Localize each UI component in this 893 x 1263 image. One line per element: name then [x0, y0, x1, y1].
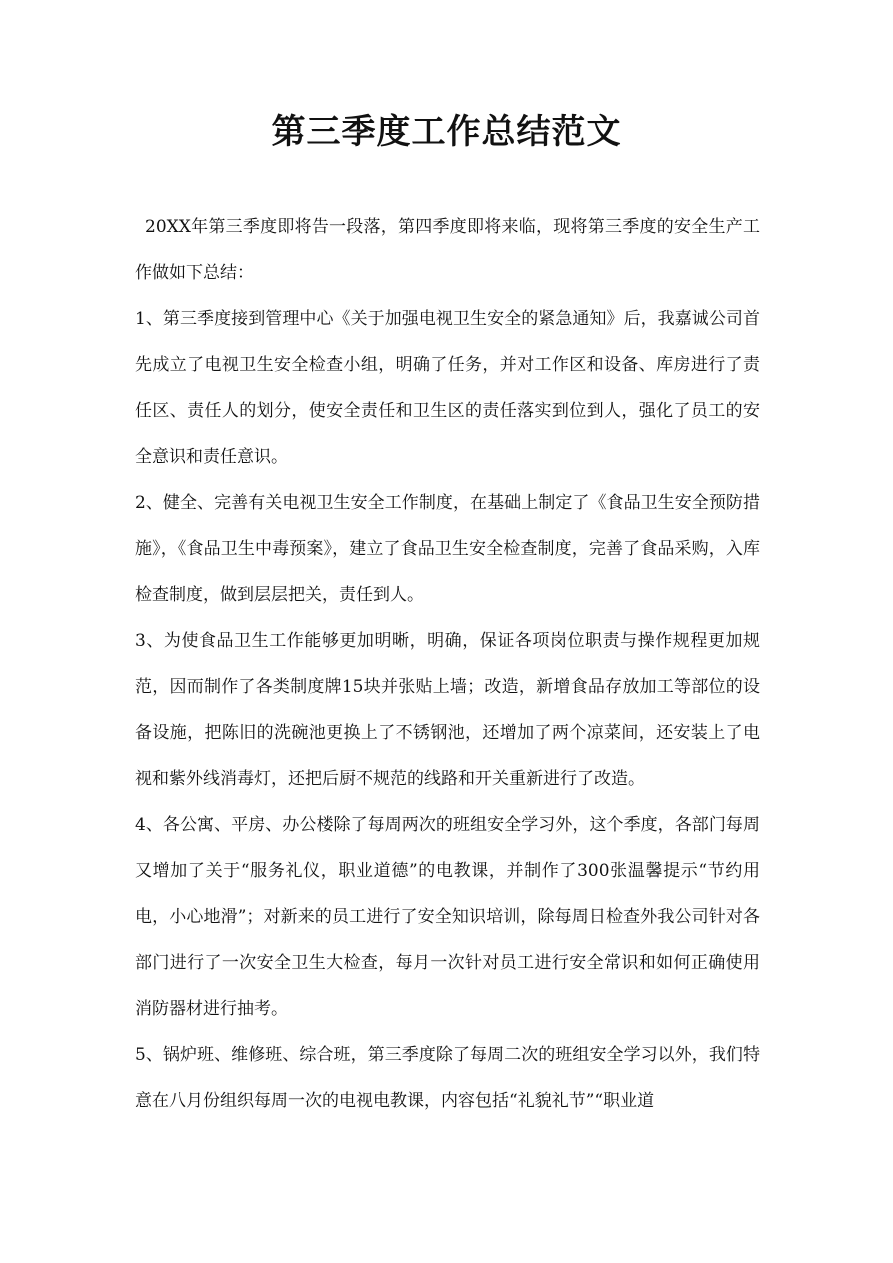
document-title: 第三季度工作总结范文 [271, 112, 622, 152]
paragraph-item-3: 3、为使食品卫生工作能够更加明晰，明确，保证各项岗位职责与操作规程更加规范，因而制作了各类制度牌15块并张贴上墙；改造，新增食品存放加工等部位的设备设施，把陈旧的洗碗池更换上了不锈钢池，还增加了两个凉菜间，还安装上了电视和紫外线消毒灯，还把后厨不规范的线路和开关重新进行了改造。 [135, 631, 760, 789]
paragraph-item-1: 1、第三季度接到管理中心《关于加强电视卫生安全的紧急通知》后，我嘉诚公司首先成立了电视卫生安全检查小组，明确了任务，并对工作区和设备、库房进行了责任区、责任人的划分，使安全责任和卫生区的责任落实到位到人，强化了员工的安全意识和责任意识。 [135, 309, 760, 467]
intro-paragraph: 20XX年第三季度即将告一段落，第四季度即将来临，现将第三季度的安全生产工作做如下总结： [135, 217, 760, 283]
document-body [135, 204, 760, 1124]
paragraph-item-4: 4、各公寓、平房、办公楼除了每周两次的班组安全学习外，这个季度，各部门每周又增加了关于“服务礼仪，职业道德”的电教课，并制作了300张温馨提示“节约用电，小心地滑”；对新来的员工进行了安全知识培训，除每周日检查外我公司针对各部门进行了一次安全卫生大检查，每月一次针对员工进行安全常识和如何正确使用消防器材进行抽考。 [135, 815, 760, 1019]
paragraph-item-5: 5、锅炉班、维修班、综合班，第三季度除了每周二次的班组安全学习以外，我们特意在八月份组织每周一次的电视电教课，内容包括“礼貌礼节”“职业道 [135, 1045, 760, 1111]
paragraph-item-2: 2、健全、完善有关电视卫生安全工作制度，在基础上制定了《食品卫生安全预防措施》，《食品卫生中毒预案》，建立了食品卫生安全检查制度，完善了食品采购，入库检查制度，做到层层把关，责任到人。 [135, 493, 760, 605]
